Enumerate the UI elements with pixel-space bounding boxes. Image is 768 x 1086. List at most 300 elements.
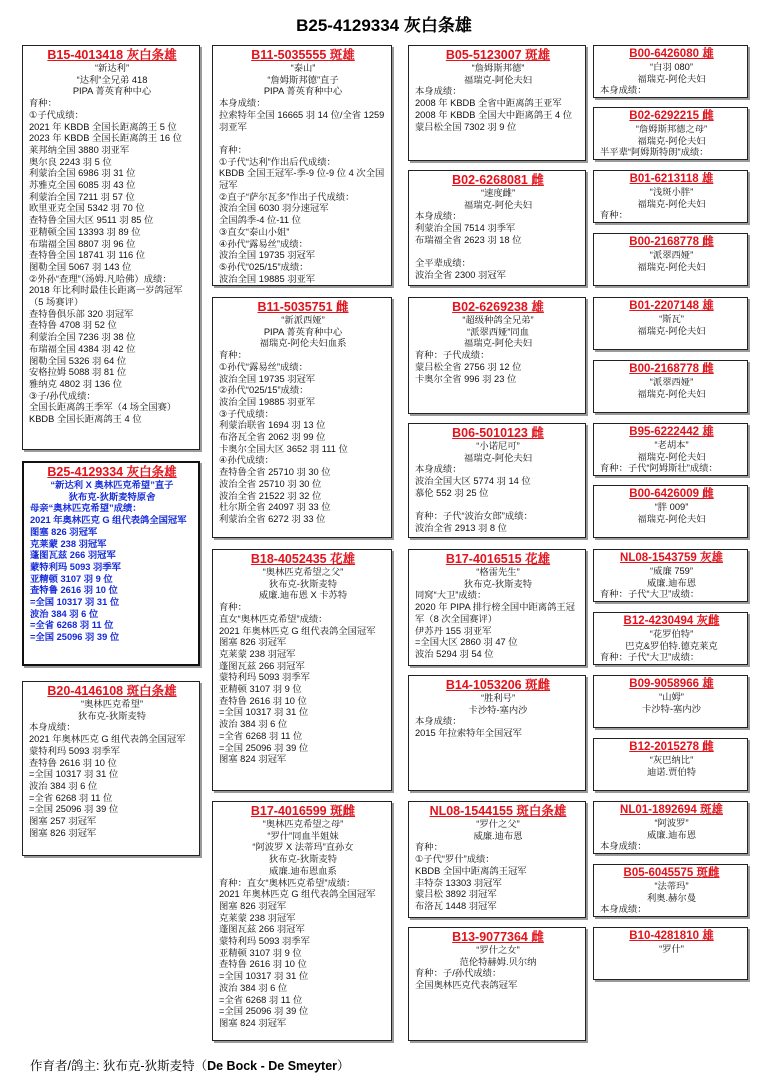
card-names — [30, 480, 194, 503]
detail-line: 图塞 826 羽冠军 — [29, 827, 97, 838]
card-details — [600, 652, 743, 664]
pedigree-card-great-great-grandparent — [593, 170, 748, 223]
card-details — [415, 716, 581, 739]
pedigree-card-great-great-grandparent — [593, 738, 748, 791]
pedigree-card-great-great-grandparent — [593, 801, 748, 854]
card-details — [600, 904, 743, 916]
detail-line: 育种： — [219, 350, 247, 361]
detail-line: 图塞 824 羽冠军 — [219, 754, 287, 765]
ring-number: B00-6426080 雄 — [629, 48, 714, 60]
detail-line: 2021 年奥林匹克 G 组代表鸽全国冠军 — [219, 889, 376, 900]
pedigree-card-great-grandparent — [408, 927, 586, 1041]
name-line: “罗什之女” — [476, 945, 520, 955]
detail-line: ①子代“罗什”成绩： — [415, 854, 495, 865]
detail-line: ③子代成绩： — [219, 408, 274, 419]
detail-line: 育种：子代“大卫”成绩： — [600, 652, 700, 663]
detail-line: 苏雅克全国 6085 羽 43 位 — [29, 180, 136, 191]
detail-line: 育种：子代“波治女郎”成绩： — [415, 511, 533, 522]
detail-line: 亚精顿 3107 羽 9 位 — [30, 573, 113, 584]
detail-line: 全国鸽季-4 位-11 位 — [219, 215, 301, 226]
name-line: “白羽 080” — [650, 62, 693, 72]
name-line: 狄布克-狄斯麦特原舍 — [68, 491, 156, 502]
pedigree-card-great-great-grandparent — [593, 927, 748, 980]
card-names — [600, 944, 743, 956]
card-details — [415, 968, 581, 991]
detail-line: ①子代成绩： — [29, 109, 84, 120]
detail-line: =全国大区 2860 羽 47 位 — [415, 637, 518, 648]
card-details — [415, 842, 581, 912]
detail-line: 图塞 257 羽冠军 — [29, 816, 97, 827]
card-names — [600, 566, 743, 589]
detail-line: 蒙吕松全省 2756 羽 12 位 — [415, 361, 522, 372]
name-line: “胜利号” — [480, 693, 516, 703]
pedigree-card-great-grandparent — [408, 297, 586, 414]
detail-line: 本身成绩： — [219, 98, 266, 109]
name-line: 福瑞克-阿伦夫妇 — [637, 135, 706, 146]
name-line: “奥林匹克希望之母” — [262, 819, 344, 829]
detail-line: 本身成绩： — [415, 716, 462, 727]
pedigree-card-great-great-grandparent — [593, 485, 748, 538]
name-line: 威廉.迪布恩 X 卡苏特 — [258, 590, 348, 601]
card-details — [29, 722, 195, 839]
detail-line: KBDB 全国王冠军-季-9 位-9 位 4 次全国冠军 — [219, 168, 385, 191]
detail-line: ③直女“泰山小姐” — [219, 226, 290, 237]
detail-line: 布洛瓦全省 2062 羽 99 位 — [219, 432, 326, 443]
detail-line: ①子代“达利”作出后代成绩： — [219, 156, 336, 167]
card-details — [600, 85, 743, 97]
card-names — [415, 63, 581, 86]
ring-number: B14-1053206 斑雌 — [445, 678, 551, 692]
detail-line: 雅纳克 4802 羽 136 位 — [29, 378, 123, 389]
detail-line: 图塞 826 羽冠军 — [30, 526, 98, 537]
card-details — [415, 86, 581, 133]
paren-open: （ — [194, 1059, 208, 1073]
card-details — [415, 590, 581, 660]
detail-line: 本身成绩： — [415, 464, 462, 475]
detail-line: 母亲“奥林匹克希望”成绩： — [30, 503, 142, 514]
card-names — [600, 629, 743, 652]
ring-number: NL08-1543759 灰雄 — [620, 552, 723, 564]
detail-line: 查特鲁 2616 羽 10 位 — [219, 959, 307, 970]
name-line: “詹姆斯邦德”直子 — [267, 74, 339, 85]
pedigree-card-grandparent — [212, 297, 392, 538]
name-line: “浅斑小胖” — [649, 187, 694, 197]
ring-number: B00-2168778 雌 — [629, 236, 714, 248]
detail-line: 蒙特利玛 5093 羽季军 — [30, 561, 121, 572]
detail-line: 2021 年奥林匹克 G 组代表鸽全国冠军 — [29, 734, 186, 745]
ring-number: B00-6426009 雌 — [629, 488, 714, 500]
name-line: 狄布克-狄斯麦特 — [77, 710, 147, 721]
ring-number: B25-4129334 灰白条雄 — [47, 465, 177, 479]
card-details — [415, 350, 581, 385]
pedigree-card-great-grandparent — [408, 423, 586, 538]
detail-line: 蒙特利玛 5093 羽季军 — [29, 745, 120, 756]
card-details — [600, 147, 743, 159]
breeder-label: 作育者/鸽主: 狄布克-狄斯麦特 — [30, 1059, 195, 1073]
ring-number: B06-5010123 雌 — [452, 426, 544, 440]
detail-line: 布瑞福全省 2623 羽 18 位 — [415, 234, 522, 245]
detail-line: 2023 年 KBDB 全国长距离鸽王 16 位 — [29, 133, 182, 144]
ring-number: B17-4016599 斑雌 — [250, 804, 356, 818]
detail-line: ②直子“萨尔瓦多”作出子代成绩： — [219, 191, 355, 202]
detail-line: 杜尔斯全省 24097 羽 33 位 — [219, 502, 331, 513]
name-line: “奥林匹克希望” — [81, 699, 143, 709]
card-details — [600, 841, 743, 853]
card-names — [415, 315, 581, 350]
detail-line: 蒙特利玛 5093 羽季军 — [219, 672, 310, 683]
detail-line: ②孙代“025/15”成绩： — [219, 385, 309, 396]
detail-line: 查特鲁全国大区 9511 羽 85 位 — [29, 215, 154, 226]
detail-line: 克莱蒙 238 羽冠军 — [30, 538, 107, 549]
detail-line: 波治 384 羽 6 位 — [219, 982, 288, 993]
detail-line: 丰特奈 13303 羽冠军 — [415, 877, 502, 888]
card-names — [600, 881, 743, 904]
pedigree-card-great-grandparent — [408, 45, 586, 161]
detail-line: 图塞 826 羽冠军 — [219, 900, 287, 911]
detail-line: ③子/孙代成绩： — [29, 390, 96, 401]
ring-number: B01-2207148 雄 — [629, 300, 714, 312]
card-names — [219, 63, 387, 98]
breeder-name-en: De Bock - De Smeyter — [207, 1059, 338, 1073]
detail-line: 波治全省 21522 羽 32 位 — [219, 490, 322, 501]
name-line: PIPA 菁英育种中心 — [263, 86, 343, 97]
detail-line: 利蒙治全国 7211 羽 57 位 — [29, 191, 135, 202]
detail-line: 图塞 826 羽冠军 — [219, 637, 287, 648]
detail-line: 2021 年 KBDB 全国长距离鸽王 5 位 — [29, 121, 177, 132]
pedigree-card-great-great-grandparent — [593, 45, 748, 98]
detail-line: 2020 年 PIPA 排行榜全国中距离鸽王冠军（8 次全国赛评） — [415, 602, 575, 624]
ring-number: B05-6045575 斑雌 — [623, 867, 720, 879]
detail-line: 奥尔良 2243 羽 5 位 — [29, 156, 112, 167]
name-line: 迪诺.贾伯特 — [646, 766, 697, 777]
detail-line: 半平辈“阿姆斯特朗”成绩： — [600, 147, 709, 158]
detail-line: 图勒全国 5326 羽 64 位 — [29, 355, 127, 366]
detail-line: 波治全国 19735 羽冠军 — [219, 373, 316, 384]
name-line: 威廉.迪布恩 — [646, 829, 697, 840]
card-names — [600, 62, 743, 85]
detail-line: 波治 384 羽 6 位 — [30, 608, 99, 619]
card-details — [600, 589, 743, 601]
detail-line: =全省 6268 羽 11 位 — [30, 620, 114, 631]
name-line: 福瑞克-阿伦夫妇 — [463, 452, 533, 463]
name-line: 狄布克-狄斯麦特 — [268, 578, 338, 589]
pedigree-card-great-great-grandparent — [593, 360, 748, 413]
detail-line: 本身成绩： — [600, 841, 647, 852]
pedigree-card-great-great-grandparent — [593, 107, 748, 160]
detail-line: 亚精顿 3107 羽 9 位 — [219, 947, 302, 958]
name-line: “老胡本” — [654, 440, 689, 450]
detail-line: ④孙代成绩： — [219, 455, 274, 466]
pedigree-card-great-grandparent — [408, 549, 586, 666]
detail-line: 波治全国 19735 羽冠军 — [219, 250, 316, 261]
name-line: 福瑞克-阿伦夫妇血系 — [259, 338, 347, 349]
card-names — [415, 441, 581, 464]
card-names — [600, 440, 743, 463]
detail-line: 育种：子代“大卫”成绩： — [600, 589, 700, 600]
detail-line: 利蒙治全省 6272 羽 33 位 — [219, 513, 326, 524]
card-names — [600, 377, 743, 400]
detail-line: 利蒙治全国 6986 羽 31 位 — [29, 168, 136, 179]
detail-line: =全国 10317 羽 31 位 — [219, 707, 309, 718]
detail-line: ②外孙“查理”（汤姆.凡哈佛）成绩： — [29, 273, 172, 284]
card-names — [415, 693, 581, 716]
pedigree-card-subject — [22, 461, 200, 666]
pedigree-card-great-grandparent — [408, 170, 586, 286]
detail-line: ①孙代“露易丝”成绩： — [219, 361, 308, 372]
name-line: “法蒂玛” — [654, 881, 689, 891]
name-line: “超级种鸽全兄弟” — [462, 315, 534, 325]
detail-line: 波治 5294 羽 54 位 — [415, 648, 494, 659]
detail-line: 蒙特利玛 5093 羽季军 — [219, 936, 310, 947]
detail-line: 亚精顿 3107 羽 9 位 — [219, 684, 302, 695]
card-names — [600, 755, 743, 778]
detail-line: =全国 10317 羽 31 位 — [30, 597, 120, 608]
pedigree-card-grandparent — [212, 45, 392, 286]
ring-number: B11-5035555 斑雄 — [251, 48, 355, 62]
name-line: “胖 009” — [654, 502, 689, 512]
ring-number: B11-5035751 雌 — [257, 300, 349, 314]
name-line: 福瑞克-阿伦夫妇 — [637, 388, 706, 399]
pedigree-card-great-great-grandparent — [593, 297, 748, 350]
ring-number: B10-4281810 雄 — [629, 930, 714, 942]
name-line: “罗什”同血半姐妹 — [267, 830, 339, 841]
detail-line: =全国 25096 羽 39 位 — [29, 804, 119, 815]
card-names — [29, 63, 195, 98]
ring-number: B01-6213118 雄 — [629, 173, 714, 185]
detail-line: 育种：子/孙代成绩： — [415, 968, 502, 979]
ring-number: B00-2168778 雌 — [629, 363, 714, 375]
ring-number: B13-9077364 雌 — [452, 930, 544, 944]
detail-line: 查特鲁 2616 羽 10 位 — [29, 757, 117, 768]
detail-line: 布洛瓦 1448 羽冠军 — [415, 900, 497, 911]
name-line: “灰巴纳比” — [649, 755, 694, 765]
detail-line: 本身成绩： — [600, 85, 647, 96]
name-line: 福瑞克-阿伦夫妇 — [637, 73, 706, 84]
card-names — [600, 502, 743, 525]
card-names — [415, 945, 581, 968]
detail-line: 查特鲁 4708 羽 52 位 — [29, 320, 117, 331]
card-details — [415, 211, 581, 246]
name-line: “达利”全兄弟 418 — [76, 74, 148, 85]
detail-line: 波治全国 19885 羽亚军 — [219, 273, 316, 284]
detail-line: 亚精顿全国 13393 羽 89 位 — [29, 226, 141, 237]
pedigree-card-great-grandparent — [408, 801, 586, 918]
ring-number: B05-5123007 斑雄 — [445, 48, 551, 62]
card-details — [415, 258, 581, 281]
detail-line: 育种：直女“奥林匹克希望”成绩： — [219, 877, 356, 888]
ring-number: B95-6222442 雄 — [629, 426, 714, 438]
name-line: “罗什之父” — [476, 819, 520, 829]
detail-line: 本身成绩： — [600, 904, 647, 915]
card-details — [219, 602, 387, 766]
card-details — [219, 98, 387, 133]
detail-line: =全国 25096 羽 39 位 — [30, 632, 120, 643]
name-line: “泰山” — [290, 63, 316, 73]
card-names — [600, 250, 743, 273]
detail-line: =全省 6268 羽 11 位 — [29, 792, 113, 803]
detail-line: 育种： — [29, 98, 57, 109]
name-line: 巴克&罗伯特.德克莱克 — [625, 640, 718, 651]
detail-line: 查特鲁 2616 羽 10 位 — [30, 585, 118, 596]
ring-number: B12-4230494 灰雌 — [623, 615, 720, 627]
detail-line: 波治全国 6030 羽分速冠军 — [219, 203, 329, 214]
detail-line: 布瑞福全国 8807 羽 96 位 — [29, 238, 136, 249]
card-names — [29, 699, 195, 722]
detail-line: 莱邦纳全国 3880 羽亚军 — [29, 144, 130, 155]
pedigree-card-great-great-grandparent — [593, 233, 748, 286]
name-line: 福瑞克-阿伦夫妇 — [637, 261, 706, 272]
pedigree-card-great-great-grandparent — [593, 612, 748, 665]
detail-line: =全省 6268 羽 11 位 — [219, 730, 303, 741]
detail-line: 伊苏丹 155 羽亚军 — [415, 625, 492, 636]
detail-line: 全平辈成绩： — [415, 258, 471, 269]
name-line: “奥林匹克希望之父” — [262, 567, 344, 577]
name-line: “小诺尼可” — [476, 441, 520, 451]
detail-line: 安格拉姆 5088 羽 81 位 — [29, 367, 127, 378]
page-title: B25-4129334 灰白条雄 — [296, 16, 472, 35]
name-line: “詹姆斯邦德” — [471, 63, 525, 73]
ring-number: B02-6269238 雄 — [452, 300, 544, 314]
detail-line: 育种： — [415, 842, 443, 853]
detail-line: =全国 10317 羽 31 位 — [219, 971, 309, 982]
name-line: “派翠西娅” — [649, 377, 694, 387]
name-line: “詹姆斯邦德之母” — [635, 124, 708, 134]
name-line: “花罗伯特” — [649, 629, 694, 639]
name-line: 狄布克-狄斯麦特 — [463, 578, 533, 589]
card-names — [219, 567, 387, 602]
detail-line: 利蒙治全国 7514 羽季军 — [415, 223, 516, 234]
ring-number: B20-4146108 斑白条雄 — [47, 684, 177, 698]
name-line: “阿波罗” — [654, 818, 689, 828]
detail-line: 波治全省 2300 羽冠军 — [415, 269, 506, 280]
name-line: “派翠西娅” — [649, 250, 694, 260]
detail-line: 育种： — [219, 144, 247, 155]
ring-number: B17-4016515 花雄 — [445, 552, 551, 566]
ring-number: B02-6292215 雌 — [629, 110, 714, 122]
detail-line: 卡奥尔全省 996 羽 23 位 — [415, 373, 517, 384]
card-names — [415, 567, 581, 590]
card-details — [415, 464, 581, 499]
pedigree-card-great-great-grandparent — [593, 675, 748, 728]
name-line: “罗什” — [659, 944, 684, 954]
detail-line: ④孙代“露易丝”成绩： — [219, 238, 308, 249]
ring-number: B18-4052435 花雄 — [250, 552, 356, 566]
detail-line: 利蒙治全国 7236 羽 38 位 — [29, 332, 136, 343]
pedigree-card-great-great-grandparent — [593, 549, 748, 602]
name-line: PIPA 菁英育种中心 — [72, 86, 152, 97]
name-line: 卡沙特-塞内沙 — [642, 703, 701, 714]
name-line: “威廉 759” — [650, 566, 693, 576]
name-line: 威廉.迪布恩 — [473, 830, 523, 841]
detail-line: 蒙吕松 3892 羽冠军 — [415, 889, 497, 900]
card-names — [600, 692, 743, 715]
name-line: 福瑞克-阿伦夫妇 — [637, 198, 706, 209]
detail-line: 蒙吕松全国 7302 羽 9 位 — [415, 121, 517, 132]
ring-number: B12-2015278 雌 — [629, 741, 714, 753]
detail-line: 波治全省 25710 羽 30 位 — [219, 478, 322, 489]
pedigree-card-great-grandparent — [408, 675, 586, 791]
card-details — [219, 878, 387, 1030]
detail-line: 蓬图瓦兹 266 羽冠军 — [30, 550, 116, 561]
detail-line: 利蒙治联省 1694 羽 13 位 — [219, 420, 326, 431]
detail-line: 查特鲁 2616 羽 10 位 — [219, 695, 307, 706]
detail-line: 全国奥林匹克代表鸽冠军 — [415, 980, 518, 991]
detail-line: 慕伦 552 羽 25 位 — [415, 487, 489, 498]
name-line: 狄布克-狄斯麦特 — [268, 854, 338, 865]
detail-line: =全国 10317 羽 31 位 — [29, 769, 119, 780]
detail-line: 同窝“大卫”成绩： — [415, 590, 487, 601]
card-details — [30, 503, 194, 643]
card-names — [415, 819, 581, 842]
detail-line: =全国 25096 羽 39 位 — [219, 742, 309, 753]
detail-line: 蓬图瓦兹 266 羽冠军 — [219, 924, 305, 935]
detail-line: 育种： — [600, 210, 628, 221]
detail-line: 蓬图瓦兹 266 羽冠军 — [219, 660, 305, 671]
card-names — [219, 819, 387, 878]
detail-line: 育种： — [219, 602, 247, 613]
ring-number: B09-9058966 雄 — [629, 678, 714, 690]
card-names — [600, 124, 743, 147]
pedigree-card-grandparent — [212, 801, 392, 1041]
pedigree-card-great-great-grandparent — [593, 423, 748, 476]
detail-line: 波治 384 羽 6 位 — [29, 780, 98, 791]
name-line: “新达利 X 奥林匹克希望”直子 — [50, 480, 174, 490]
detail-line: 查特鲁全国 18741 羽 116 位 — [29, 250, 146, 261]
name-line: “阿波罗 X 法蒂玛”直孙女 — [252, 842, 354, 853]
name-line: 福瑞克-阿伦夫妇 — [637, 451, 706, 462]
detail-line: 2021 年奥林匹克 G 组代表鸽全国冠军 — [219, 625, 376, 636]
detail-line: 2015 年拉索特年全国冠军 — [415, 728, 522, 739]
ring-number: NL01-1892694 斑雄 — [620, 804, 723, 816]
detail-line: KBDB 全国中距离鸽王冠军 — [415, 865, 527, 876]
ring-number: B02-6268081 雌 — [452, 173, 544, 187]
detail-line: 克莱蒙 238 羽冠军 — [219, 648, 296, 659]
name-line: “格雷先生” — [476, 567, 520, 577]
name-line: PIPA 菁英育种中心 — [263, 326, 343, 337]
card-details — [219, 350, 387, 526]
detail-line: 波治全省 2913 羽 8 位 — [415, 522, 507, 533]
detail-line: 全国长距离鸽王季军（4 场全国赛） — [29, 402, 177, 413]
detail-line: 布瑞福全国 4384 羽 42 位 — [29, 343, 136, 354]
name-line: “新达利” — [94, 63, 130, 73]
detail-line: 波治全国大区 5774 羽 14 位 — [415, 476, 531, 487]
detail-line: 育种：子代“阿姆斯壮”成绩： — [600, 463, 718, 474]
card-names — [600, 314, 743, 337]
detail-line: 图塞 824 羽冠军 — [219, 1017, 287, 1028]
ring-number: NL08-1544155 斑白条雄 — [429, 804, 567, 818]
detail-line: 本身成绩： — [29, 722, 76, 733]
name-line: 福瑞克-阿伦夫妇 — [637, 325, 706, 336]
paren-close: ） — [337, 1059, 350, 1073]
pedigree-card-dam — [22, 681, 200, 856]
card-names — [415, 188, 581, 211]
detail-line: 卡奥尔全国大区 3652 羽 111 位 — [219, 443, 348, 454]
detail-line: 直女“奥林匹克希望”成绩： — [219, 613, 328, 624]
detail-line: 克莱蒙 238 羽冠军 — [219, 912, 296, 923]
detail-line: 2018 年比利时最佳长距离一岁鸽冠军（5 场赛评） — [29, 285, 183, 308]
detail-line: 波治 384 羽 6 位 — [219, 719, 288, 730]
detail-line: 2008 年 KBDB 全省中距离鸽王亚军 — [415, 98, 562, 109]
card-details — [600, 210, 743, 222]
name-line: “速度雌” — [480, 188, 516, 198]
name-line: 福瑞克-阿伦夫妇 — [463, 338, 533, 349]
ring-number: B15-4013418 灰白条雄 — [47, 48, 177, 62]
card-details — [29, 98, 195, 426]
detail-line: 2021 年奥林匹克 G 组代表鸽全国冠军 — [30, 515, 187, 526]
detail-line: 图勒全国 5067 羽 143 位 — [29, 261, 132, 272]
card-names — [600, 187, 743, 210]
detail-line: 查特鲁全省 25710 羽 30 位 — [219, 467, 331, 478]
